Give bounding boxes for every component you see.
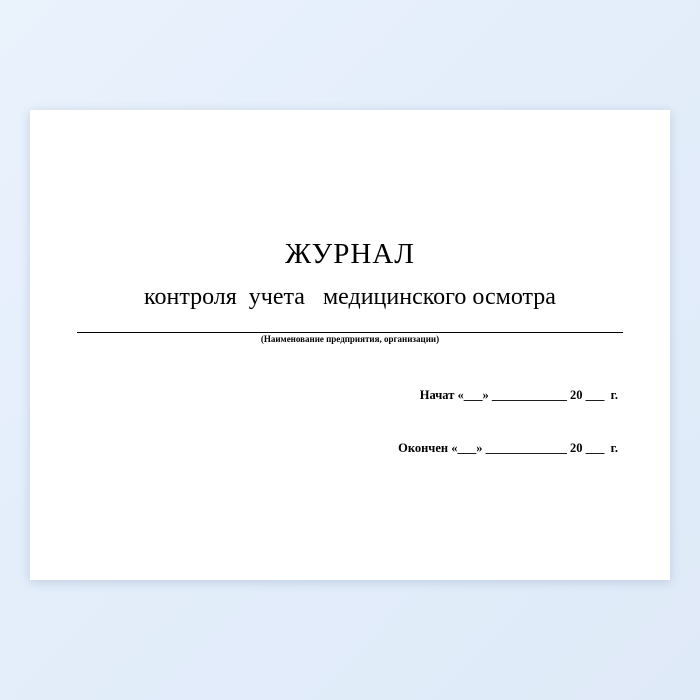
date-finished-field: Окончен «___» _____________ 20 ___ г.: [398, 441, 618, 455]
date-started-field: Начат «___» ____________ 20 ___ г.: [419, 388, 618, 402]
journal-title: ЖУРНАЛ: [285, 238, 415, 270]
journal-cover-page: [30, 110, 670, 580]
organization-name-caption: (Наименование предприятия, организации): [260, 334, 440, 344]
page-title: [30, 238, 670, 312]
organization-name-rule: [77, 332, 623, 333]
page-content: [30, 110, 670, 580]
date-fields: [30, 388, 618, 456]
journal-subtitle: контроля учета медицинского осмотра: [144, 284, 556, 311]
